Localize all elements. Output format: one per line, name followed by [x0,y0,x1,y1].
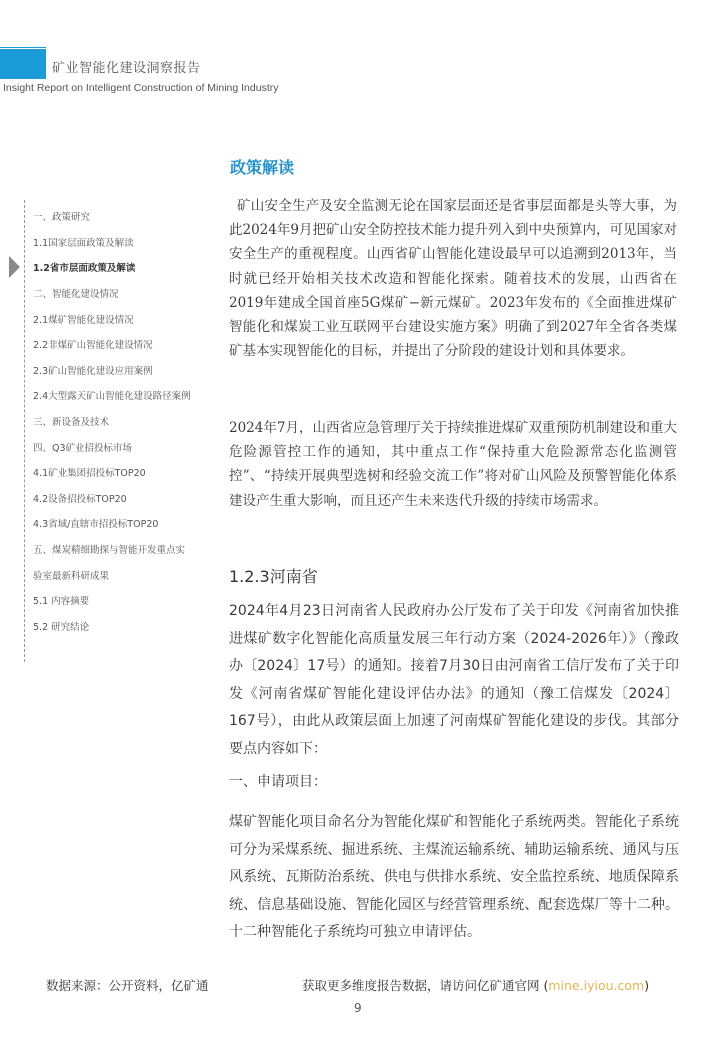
toc-item-policy-research[interactable]: 一、政策研究 [33,212,91,223]
report-title: 矿业智能化建设洞察报告 [52,61,201,76]
toc-item-coal-mine-construction[interactable]: 2.1煤矿智能化建设情况 [33,315,134,326]
header-rule [0,47,46,48]
website-note-prefix: 获取更多维度报告数据，请访问亿矿通官网 ( [302,978,549,993]
website-note [302,976,649,994]
paragraph-application-items: 煤矿智能化项目命名分为智能化煤矿和智能化子系统两类。智能化子系统可分为采煤系统、掘进系统、主煤流运输系统、辅助运输系统、通风与压风系统、瓦斯防治系统、供电与供排水系统、安全监控系统、地质保障系统、信息基础设施、智能化园区与经营管理系统、配套选煤厂等十二种。十二种智能化子系统均可独立申请评估。 [229,814,679,940]
toc-item-group-bidding[interactable]: 4.1矿业集团招投标TOP20 [33,468,146,479]
table-of-contents [24,200,215,662]
subheading-henan: 1.2.3河南省 [229,567,318,586]
toc-item-intelligent-construction[interactable]: 二、智能化建设情况 [33,289,119,300]
page-number: 9 [354,1001,362,1015]
toc-item-q3-bidding[interactable]: 四、Q3矿业招投标市场 [33,443,133,454]
toc-item-lab-results-cont[interactable]: 验室最新科研成果 [33,571,110,582]
toc-item-summary[interactable]: 5.1 内容摘要 [33,596,90,607]
toc-item-non-coal-construction[interactable]: 2.2非煤矿山智能化建设情况 [33,340,153,351]
toc-item-open-pit-cases[interactable]: 2.4大型露天矿山智能化建设路径案例 [33,391,191,402]
toc-item-conclusion[interactable]: 5.2 研究结论 [33,622,90,633]
section-title: 政策解读 [230,158,295,177]
paragraph-henan-policy: 2024年4月23日河南省人民政府办公厅发布了关于印发《河南省加快推进煤矿数字化智能化高质量发展三年行动方案（2024-2026年）》（豫政办〔2024〕17号）的通知。接着7月30日由河南省工信厅发布了关于印发《河南省煤矿智能化建设评估办法》的通知（豫工信煤发〔2024〕167号），由此从政策层面上加速了河南煤矿智能化建设的步伐。其部分要点内容如下： [229,603,679,757]
current-section-marker-icon [9,256,20,278]
report-subtitle: Insight Report on Intelligent Construction of Mining Industry [3,82,279,94]
header-accent-bar [0,49,46,79]
toc-item-equipment-bidding[interactable]: 4.2设备招投标TOP20 [33,494,127,505]
toc-item-lab-results[interactable]: 五、煤炭精细勘探与智能开发重点实 [33,545,186,556]
paragraph-safety-intro: 矿山安全生产及安全监测无论在国家层面还是省事层面都是头等大事，为此2024年9月把矿山安全防控技术能力提升列入到中央预算内，可见国家对安全生产的重视程度。山西省矿山智能化建设最早可以追溯到2013年，当时就已经开始相关技术改造和智能化探索。随着技术的发展，山西省在2019年建成全国首座5G煤矿−新元煤矿。2023年发布的《全面推进煤矿智能化和煤炭工业互联网平台建设实施方案》明确了到2027年全省各类煤矿基本实现智能化的目标，并提出了分阶段的建设计划和具体要求。 [229,198,677,360]
website-link[interactable]: mine.iyiou.com [548,978,645,993]
toc-item-application-cases[interactable]: 2.3矿山智能化建设应用案例 [33,366,153,377]
toc-item-national-policy[interactable]: 1.1国家层面政策及解读 [33,238,134,249]
data-source-note: 数据来源：公开资料，亿矿通 [46,978,209,993]
toc-item-province-bidding[interactable]: 4.3省域/直辖市招投标TOP20 [33,519,159,530]
website-note-suffix: ) [644,978,650,993]
toc-item-new-equipment[interactable]: 三、新设备及技术 [33,417,110,428]
toc-item-provincial-policy[interactable]: 1.2省市层面政策及解读 [33,263,136,274]
paragraph-application-heading: 一、申请项目： [229,774,327,790]
paragraph-shanxi-notice: 2024年7月，山西省应急管理厅关于持续推进煤矿双重预防机制建设和重大危险源管控工作的通知，其中重点工作“保持重大危险源常态化监测管控”、“持续开展典型选树和经验交流工作”将对矿山风险及预警智能化体系建设产生重大影响，而且还产生未来迭代升级的持续市场需求。 [229,420,677,509]
